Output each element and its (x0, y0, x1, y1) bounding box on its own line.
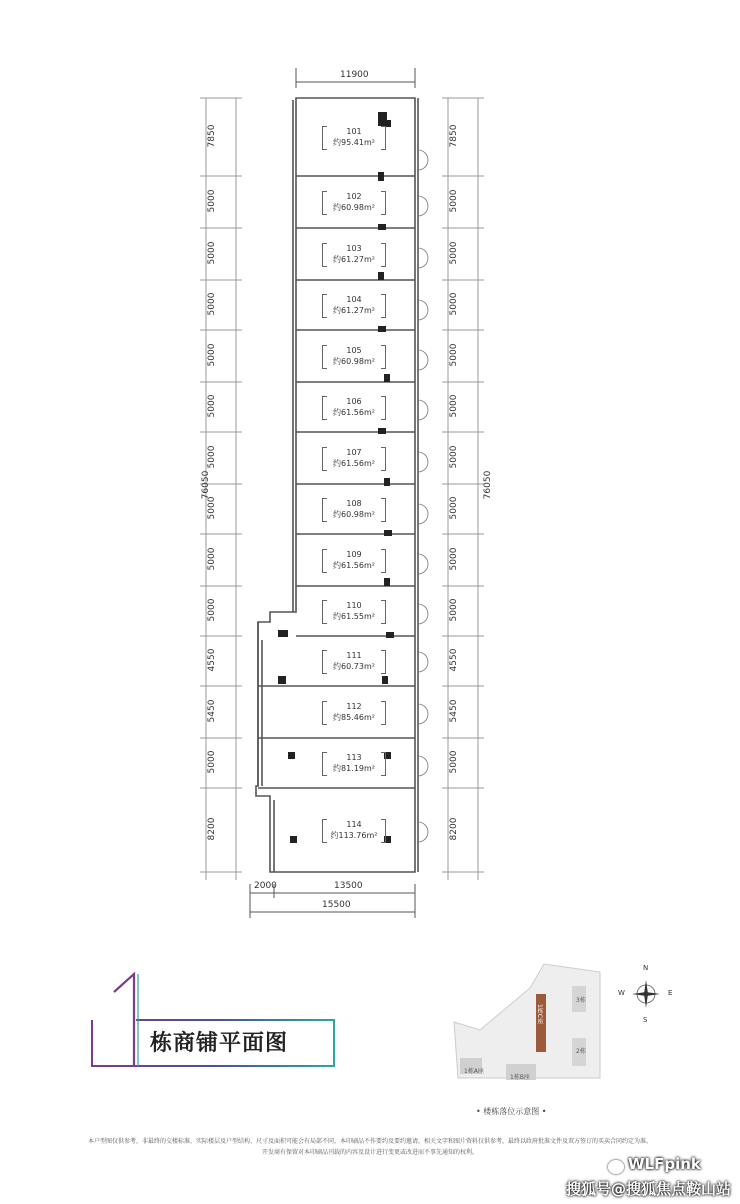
left-total-dimension: 76050 (201, 470, 211, 500)
unit-area: 约113.76m² (330, 831, 378, 840)
watermark-logo-icon (608, 1160, 624, 1174)
bottom-left-dimension: 2000 (254, 881, 277, 891)
structural-column (290, 836, 297, 843)
row-dimension: 5000 (449, 343, 459, 367)
row-dimension: 5000 (207, 750, 217, 774)
row-dimension: 5000 (207, 241, 217, 265)
row-dimension: 5000 (449, 292, 459, 316)
door-swing (418, 504, 428, 524)
unit-area: 约81.19m² (333, 764, 375, 773)
unit-number: 107 (346, 448, 362, 457)
unit-number: 108 (346, 499, 362, 508)
door-swing (418, 196, 428, 216)
structural-column (384, 478, 390, 486)
row-dimension: 5000 (449, 750, 459, 774)
unit-number: 101 (346, 127, 362, 136)
unit-label (328, 498, 380, 520)
unit-area: 约61.55m² (333, 612, 375, 621)
unit-area: 约61.27m² (333, 255, 375, 264)
unit-area: 约60.73m² (333, 662, 375, 671)
unit-label (328, 345, 380, 367)
unit-label (328, 396, 380, 418)
row-dimension: 5000 (207, 598, 217, 622)
structural-column (378, 326, 386, 332)
unit-label (328, 650, 380, 672)
structural-column (384, 530, 392, 536)
unit-area: 约60.98m² (333, 510, 375, 519)
structural-column (386, 632, 394, 638)
row-dimension: 5000 (207, 445, 217, 469)
structural-column (378, 428, 386, 434)
row-dimension: 5000 (449, 189, 459, 213)
unit-number: 113 (346, 753, 362, 762)
structural-column (382, 676, 388, 684)
unit-number: 112 (346, 702, 362, 711)
structural-column (278, 630, 288, 637)
compass-icon (626, 972, 666, 1016)
compass-s: S (643, 1016, 648, 1024)
door-swing (418, 248, 428, 268)
unit-label (328, 701, 380, 723)
door-swing (418, 822, 428, 842)
door-swing (418, 300, 428, 320)
building-3-label: 3栋 (576, 997, 586, 1004)
unit-area: 约61.56m² (333, 408, 375, 417)
unit-label (328, 243, 380, 265)
compass-e: E (668, 989, 673, 997)
building-1a-label: 1栋A座 (464, 1068, 484, 1075)
row-dimension: 7850 (207, 124, 217, 148)
door-swing (418, 756, 428, 776)
unit-label (328, 191, 380, 213)
row-dimension: 4550 (449, 648, 459, 672)
row-dimension: 5000 (207, 496, 217, 520)
unit-label (328, 294, 380, 316)
unit-number: 102 (346, 192, 362, 201)
row-dimension: 5000 (449, 598, 459, 622)
unit-area: 约61.27m² (333, 306, 375, 315)
structural-column (378, 272, 384, 280)
door-swing (418, 652, 428, 672)
row-dimension: 8200 (449, 817, 459, 841)
compass-w: W (618, 989, 625, 997)
door-swing (418, 604, 428, 624)
building-1b-label: 1栋B座 (510, 1074, 530, 1081)
unit-label (328, 126, 380, 148)
row-dimension: 5000 (449, 496, 459, 520)
door-swing (418, 400, 428, 420)
disclaimer-line-1: 本户型图仅供参考，非最终的交楼标准，实际楼层及户型结构、尺寸及面积可能会有局部不同。本印刷品不作要约及要约邀请，相关文字和图片资料仅供参考，最终以政府批准文件及双方签订的买卖合同约定为准。 (87, 1138, 652, 1145)
row-dimension: 5000 (449, 394, 459, 418)
top-dimension: 11900 (340, 70, 369, 80)
bottom-total-dimension: 15500 (322, 900, 351, 910)
unit-area: 约61.56m² (333, 459, 375, 468)
right-total-dimension: 76050 (483, 470, 493, 500)
structural-column (384, 578, 390, 586)
structural-column (278, 676, 286, 684)
unit-area: 约95.41m² (333, 138, 375, 147)
structural-column (378, 172, 384, 181)
watermark-top: WLFpink (628, 1155, 701, 1173)
unit-number: 114 (346, 820, 362, 829)
row-dimension: 5000 (207, 547, 217, 571)
unit-label (328, 549, 380, 571)
compass-n: N (643, 964, 649, 972)
door-swing (418, 452, 428, 472)
unit-area: 约61.56m² (333, 561, 375, 570)
structural-column (378, 224, 386, 230)
building-2-label: 2栋 (576, 1048, 586, 1055)
unit-number: 110 (346, 601, 362, 610)
row-dimension: 5000 (207, 394, 217, 418)
unit-number: 103 (346, 244, 362, 253)
door-swing (418, 350, 428, 370)
unit-number: 109 (346, 550, 362, 559)
site-plan-caption: • 楼栋落位示意图 • (476, 1107, 547, 1116)
row-dimension: 7850 (449, 124, 459, 148)
unit-number: 104 (346, 295, 362, 304)
unit-area: 约85.46m² (333, 713, 375, 722)
unit-label (328, 600, 380, 622)
unit-area: 约60.98m² (333, 203, 375, 212)
watermark-bottom: 搜狐号@搜狐焦点鞍山站 (566, 1180, 732, 1198)
row-dimension: 5450 (207, 699, 217, 723)
row-dimension: 5450 (449, 699, 459, 723)
structural-column (288, 752, 295, 759)
unit-number: 111 (346, 651, 362, 660)
door-swing (418, 704, 428, 724)
row-dimension: 5000 (207, 189, 217, 213)
unit-number: 105 (346, 346, 362, 355)
unit-label (328, 819, 380, 841)
structural-column (384, 374, 390, 382)
unit-label (328, 447, 380, 469)
door-swing (418, 554, 428, 574)
row-dimension: 4550 (207, 648, 217, 672)
row-dimension: 5000 (207, 343, 217, 367)
bottom-mid-dimension: 13500 (334, 881, 363, 891)
unit-number: 106 (346, 397, 362, 406)
row-dimension: 5000 (449, 445, 459, 469)
unit-label (328, 752, 380, 774)
door-swing (418, 150, 428, 170)
building-1c-label: 1栋C座 (536, 1004, 543, 1025)
row-dimension: 5000 (207, 292, 217, 316)
unit-area: 约60.98m² (333, 357, 375, 366)
row-dimension: 8200 (207, 817, 217, 841)
row-dimension: 5000 (449, 547, 459, 571)
row-dimension: 5000 (449, 241, 459, 265)
disclaimer-line-2: 开发商有保留对本印刷品刊载的内容及设计进行变更或改进而不事先通知的权利。 (261, 1149, 478, 1156)
page-title: 栋商铺平面图 (150, 1031, 289, 1056)
